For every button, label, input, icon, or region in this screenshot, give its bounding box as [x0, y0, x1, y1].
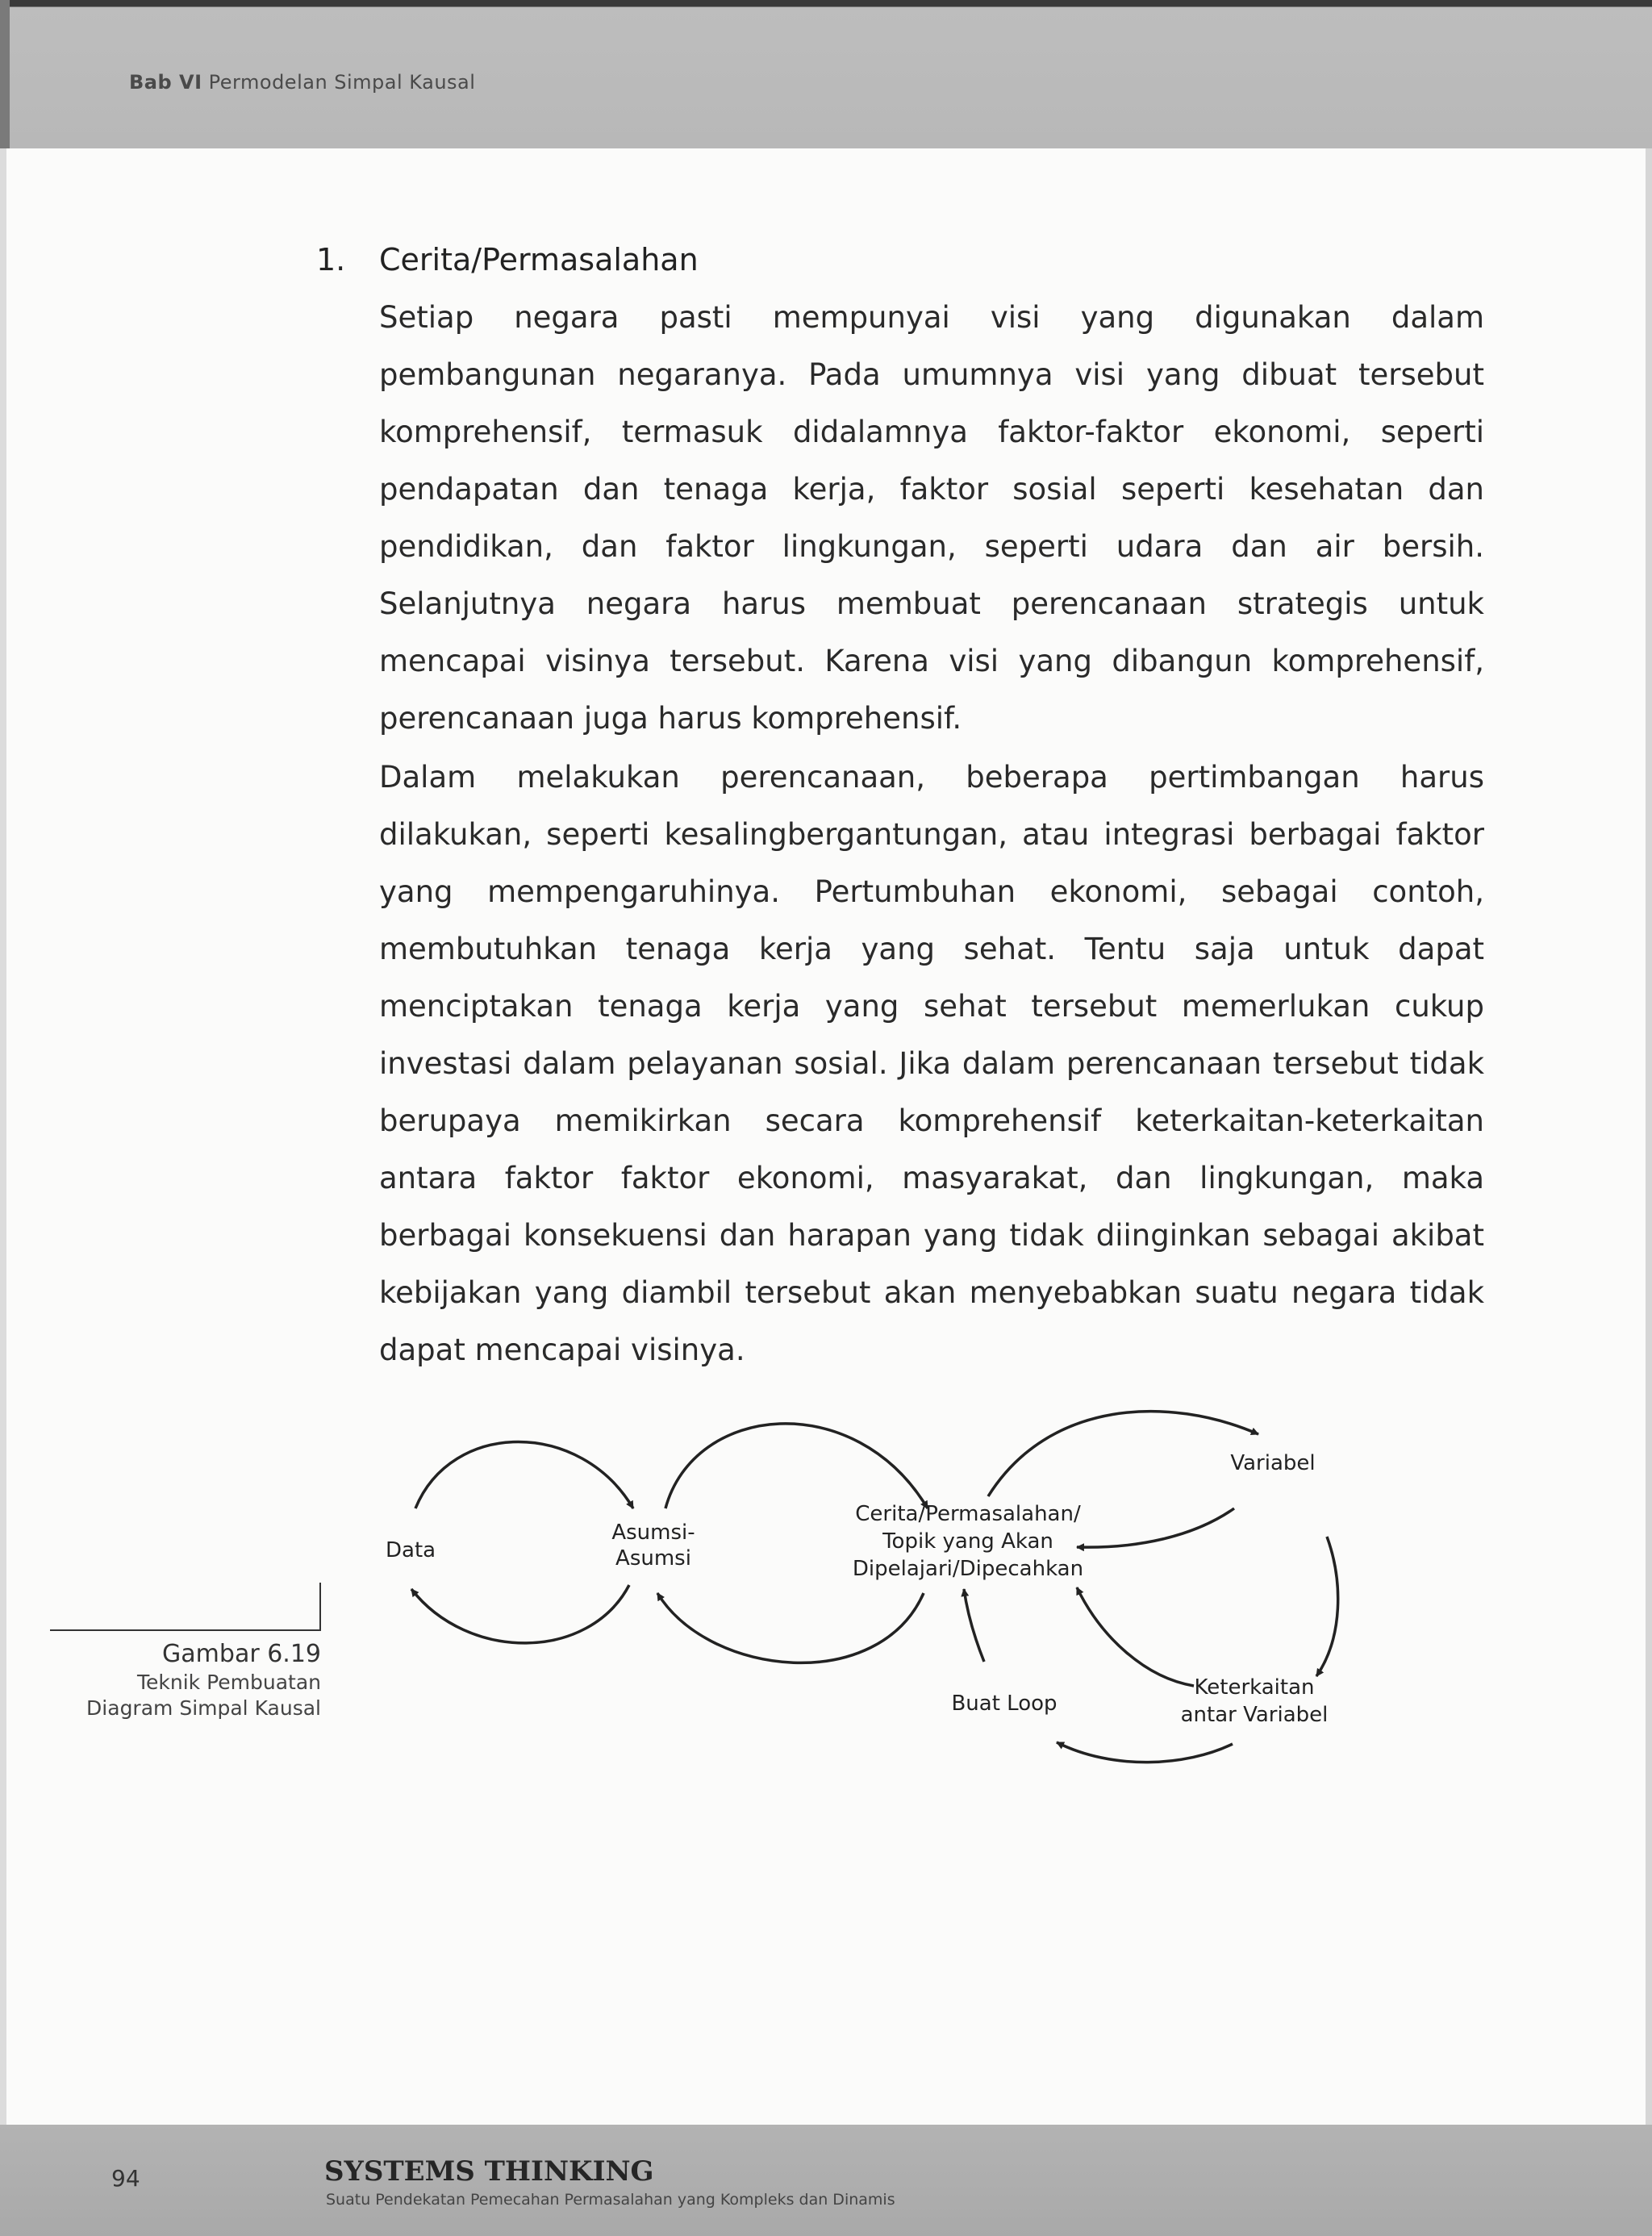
node-asumsi-line1: Asumsi-: [611, 1521, 695, 1545]
section-title: Cerita/Permasalahan: [379, 242, 699, 277]
arrow-data-to-asumsi: [415, 1442, 633, 1509]
node-cerita-line1: Cerita/Permasalahan/: [855, 1502, 1081, 1526]
figure-number: Gambar 6.19: [162, 1640, 321, 1668]
section-number: 1.: [316, 242, 346, 277]
book-subtitle: Suatu Pendekatan Pemecahan Permasalahan yang Kompleks dan Dinamis: [326, 2191, 895, 2209]
figure-description-line1: Teknik Pembuatan: [136, 1671, 321, 1694]
paragraph-1: Setiap negara pasti mempunyai visi yang digunakan dalam pembangunan negaranya. Pada umumnya visi yang dibuat tersebut komprehensif, termasuk didalamnya faktor-faktor ekonomi, seperti pendapatan dan tenaga kerja, faktor sosial seperti kesehatan dan pendidikan, dan faktor lingkungan, seperti udara dan air bersih. Selanjutnya negara harus membuat perencanaan strategis untuk mencapai visinya tersebut. Karena visi yang dibangun komprehensif, perencanaan juga harus komprehensif.: [379, 300, 1484, 736]
caption-rule: [50, 1629, 321, 1631]
figure-description-line2: Diagram Simpal Kausal: [86, 1696, 321, 1720]
node-keterkaitan-line1: Keterkaitan: [1194, 1675, 1315, 1700]
page-left-edge: [0, 148, 6, 2125]
arrow-variabel-to-keterkaitan: [1316, 1537, 1338, 1676]
header-edge-shadow: [0, 0, 10, 148]
arrow-asumsi-to-data: [411, 1585, 629, 1643]
book-title: SYSTEMS THINKING: [324, 2155, 654, 2188]
page-right-edge: [1646, 148, 1652, 2125]
arrow-buatloop-to-cerita: [964, 1589, 984, 1662]
node-keterkaitan-line2: antar Variabel: [1180, 1703, 1329, 1727]
arrow-cerita-to-variabel: [988, 1412, 1258, 1496]
page-number: 94: [111, 2165, 140, 2192]
arrow-keterkaitan-to-buatloop: [1057, 1742, 1233, 1763]
node-asumsi-line2: Asumsi: [615, 1546, 691, 1571]
arrow-variabel-to-cerita: [1077, 1508, 1234, 1547]
chapter-label: Bab VI: [129, 71, 202, 94]
chapter-title: Permodelan Simpal Kausal: [208, 71, 476, 94]
arrow-cerita-to-asumsi: [657, 1593, 924, 1662]
arrow-keterkaitan-to-cerita: [1077, 1587, 1194, 1686]
figure-caption: [32, 1639, 321, 1721]
footer-bar: [0, 2125, 1652, 2236]
node-cerita-line3: Dipelajari/Dipecahkan: [852, 1557, 1084, 1581]
paragraph-2: Dalam melakukan perencanaan, beberapa pertimbangan harus dilakukan, seperti kesalingbergantungan, atau integrasi berbagai faktor yang mempengaruhinya. Pertumbuhan ekonomi, sebagai contoh, membutuhkan tenaga kerja yang sehat. Tentu saja untuk dapat menciptakan tenaga kerja yang sehat tersebut memerlukan cukup investasi dalam pelayanan sosial. Jika dalam perencanaan tersebut tidak berupaya memikirkan secara komprehensif keterkaitan-keterkaitan antara faktor faktor ekonomi, masyarakat, dan lingkungan, maka berbagai konsekuensi dan harapan yang tidak diinginkan sebagai akibat kebijakan yang diambil tersebut akan menyebabkan suatu negara tidak dapat mencapai visinya.: [379, 760, 1484, 1367]
caption-rule-tick: [319, 1583, 321, 1631]
node-variabel: Variabel: [1230, 1451, 1316, 1475]
causal-loop-technique-diagram: [339, 1371, 1387, 1791]
node-cerita-line2: Topik yang Akan: [882, 1529, 1053, 1554]
running-head: [129, 71, 475, 94]
node-buat-loop: Buat Loop: [951, 1692, 1058, 1716]
node-data: Data: [386, 1538, 436, 1562]
arrow-asumsi-to-cerita: [665, 1424, 928, 1508]
